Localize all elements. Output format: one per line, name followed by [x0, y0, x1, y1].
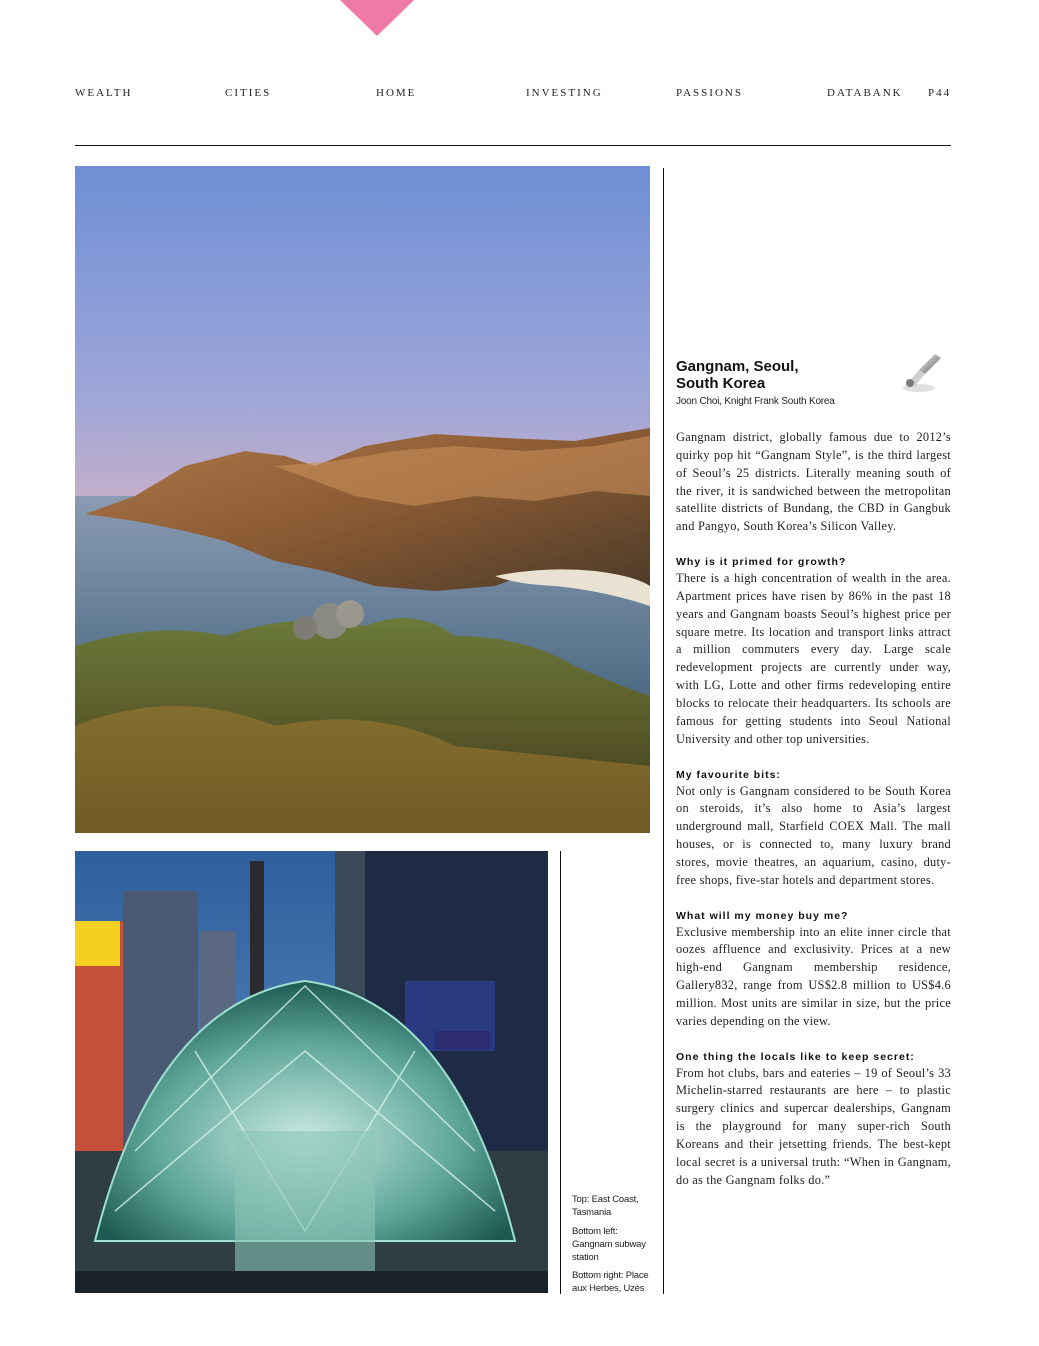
- nav-passions[interactable]: PASSIONS: [676, 87, 743, 99]
- subhead-secret: One thing the locals like to keep secret:: [676, 1050, 915, 1063]
- caption-bottom-right: Bottom right: Place aux Herbes, Uzès: [572, 1270, 649, 1294]
- gangnam-subway-photo: [75, 851, 548, 1293]
- para-secret: From hot clubs, bars and eateries – 19 of Seoul’s 33 Michelin-starred restaurants are here – to plastic surgery clinics and supercar dealerships, Gangnam is the playground for many super-rich South Koreans and their jetsetting friends. The best-kept local secret is a universal truth: “When in Gangnam, do as the Gangnam folks do.”: [676, 1065, 951, 1187]
- subhead-growth: Why is it primed for growth?: [676, 556, 847, 569]
- subhead-money: What will my money buy me?: [676, 909, 849, 922]
- nav-wealth[interactable]: WEALTH: [75, 87, 133, 99]
- article-title-line2: South Korea: [676, 375, 766, 392]
- para-favourite: Not only is Gangnam considered to be South Korea on steroids, it’s also home to Asia’s largest underground mall, Starfield COEX Mall. The mall houses, or is connected to, many luxury brand stores, movie theatres, an aquarium, casino, duty-free shops, five-star hotels and department stores.: [676, 783, 951, 887]
- header-rule: [75, 145, 951, 146]
- caption-bottom-left: Bottom left: Gangnam subway station: [572, 1226, 646, 1263]
- caption-rule: [560, 851, 561, 1294]
- article: [676, 358, 951, 407]
- para-money: Exclusive membership into an elite inner circle that oozes affluence and exclusivity. Prices at a new high-end Gangnam membership residence, Gallery832, range from US$2.8 million to US$4.6 million. Most units are similar in size, but the price varies depending on the view.: [676, 924, 951, 1028]
- article-title-line1: Gangnam, Seoul,: [676, 358, 799, 375]
- article-byline: Joon Choi, Knight Frank South Korea: [676, 396, 835, 407]
- nav-home[interactable]: HOME: [376, 87, 417, 99]
- nav-investing[interactable]: INVESTING: [526, 87, 603, 99]
- nav-databank[interactable]: DATABANK: [827, 87, 903, 99]
- caption-top: Top: East Coast, Tasmania: [572, 1194, 639, 1218]
- page-number: P44: [928, 87, 952, 99]
- column-rule: [663, 168, 664, 1294]
- pink-section-tab: [340, 0, 414, 36]
- para-growth: There is a high concentration of wealth in the area. Apartment prices have risen by 86% in the past 18 years and Gangnam boasts Seoul’s highest price per square metre. Its location and transport links attract a million commuters every day. Large scale redevelopment projects are currently under way, with LG, Lotte and other firms redeveloping entire blocks to relocate their headquarters. Its schools are famous for getting students into Seoul National University and other top universities.: [676, 571, 951, 746]
- article-body: [676, 429, 951, 1190]
- nav-cities[interactable]: CITIES: [225, 87, 272, 99]
- article-intro: Gangnam district, globally famous due to 2012’s quirky pop hit “Gangnam Style”, is the third largest of Seoul’s 25 districts. Literally meaning south of the river, it is sandwiched between the metropolitan satellite districts of Bundang, the CBD in Gangbuk and Pangyo, South Korea’s Silicon Valley.: [676, 430, 951, 534]
- tasmania-coast-photo: [75, 166, 650, 833]
- subhead-favourite: My favourite bits:: [676, 768, 781, 781]
